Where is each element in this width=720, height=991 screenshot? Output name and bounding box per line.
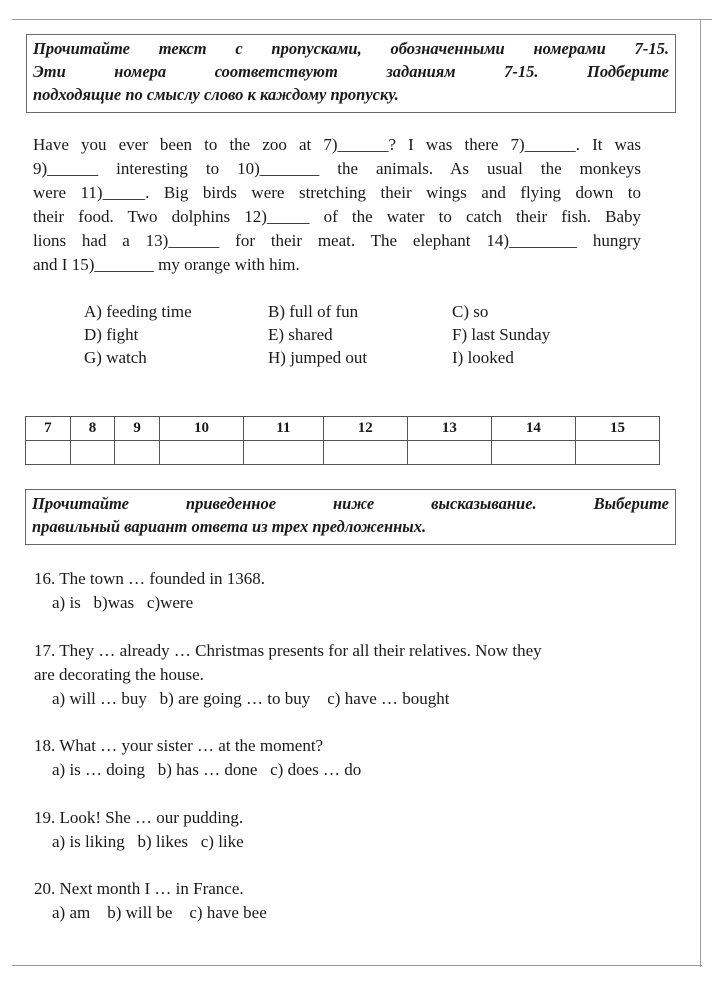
- option: H) jumped out: [268, 348, 368, 367]
- question-18: [34, 734, 654, 782]
- answer-cell[interactable]: [115, 441, 160, 465]
- passage-line: 9)______ interesting to 10)_______ the animals. As usual the monkeys: [33, 159, 641, 178]
- question-17: [34, 639, 654, 711]
- option: B) full of fun: [268, 302, 359, 321]
- answer-choices: a) am b) will be c) have bee: [52, 903, 267, 922]
- answer-table-blank-row: [26, 441, 660, 465]
- answer-choices: a) is liking b) likes c) like: [52, 832, 244, 851]
- option: C) so: [452, 302, 489, 321]
- option: F) last Sunday: [452, 325, 551, 344]
- passage-line: lions had a 13)______ for their meat. The elephant 14)________ hungry: [33, 231, 641, 250]
- passage-line: and I 15)_______ my orange with him.: [33, 255, 300, 274]
- answer-header-cell: 8: [70, 417, 115, 441]
- instruction-line: Эти номера соответствуют заданиям 7-15. Подберите: [33, 62, 669, 81]
- answer-cell[interactable]: [323, 441, 407, 465]
- instruction-box-1: [26, 34, 676, 113]
- passage-line: Have you ever been to the zoo at 7)______? I was there 7)______. It was: [33, 135, 641, 154]
- answer-cell[interactable]: [26, 441, 71, 465]
- answer-header-cell: 14: [491, 417, 575, 441]
- question-text: 19. Look! She … our pudding.: [34, 808, 244, 827]
- answer-cell[interactable]: [575, 441, 659, 465]
- answer-cell[interactable]: [70, 441, 115, 465]
- answer-choices: a) is b)was c)were: [52, 593, 194, 612]
- option: G) watch: [84, 348, 147, 367]
- page-right-edge: [700, 19, 701, 967]
- answer-header-cell: 10: [159, 417, 243, 441]
- option: I) looked: [452, 348, 514, 367]
- option: D) fight: [84, 325, 139, 344]
- answer-header-cell: 7: [26, 417, 71, 441]
- question-text: 16. The town … founded in 1368.: [34, 569, 266, 588]
- answer-header-cell: 11: [243, 417, 323, 441]
- question-16: [34, 567, 654, 615]
- instruction-line: правильный вариант ответа из трех предложенных.: [32, 517, 427, 536]
- question-text: 17. They … already … Christmas presents for all their relatives. Now they: [34, 641, 542, 660]
- question-text: 20. Next month I … in France.: [34, 879, 244, 898]
- passage-line: their food. Two dolphins 12)_____ of the water to catch their fish. Baby: [33, 207, 641, 226]
- instruction-box-2: [25, 489, 676, 545]
- option: A) feeding time: [84, 302, 192, 321]
- answer-table: [25, 416, 660, 465]
- question-19: [34, 806, 654, 854]
- cloze-passage: [33, 133, 641, 277]
- answer-header-cell: 13: [407, 417, 491, 441]
- answer-table-header-row: [26, 417, 660, 441]
- instruction-line: Прочитайте текст с пропусками, обозначенными номерами 7-15.: [33, 39, 669, 58]
- answer-cell[interactable]: [243, 441, 323, 465]
- answer-header-cell: 12: [323, 417, 407, 441]
- option: E) shared: [268, 325, 333, 344]
- question-text: are decorating the house.: [34, 665, 204, 684]
- page-top-edge: [12, 19, 712, 20]
- instruction-line: подходящие по смыслу слово к каждому пропуску.: [33, 85, 399, 104]
- instruction-line: Прочитайте приведенное ниже высказывание. Выберите: [32, 494, 669, 513]
- answer-cell[interactable]: [407, 441, 491, 465]
- answer-choices: a) is … doing b) has … done c) does … do: [52, 760, 362, 779]
- answer-choices: a) will … buy b) are going … to buy c) have … bought: [52, 689, 450, 708]
- answer-cell[interactable]: [159, 441, 243, 465]
- answer-header-cell: 15: [575, 417, 659, 441]
- page-bottom-edge: [12, 965, 702, 966]
- answer-header-cell: 9: [115, 417, 160, 441]
- answer-cell[interactable]: [491, 441, 575, 465]
- passage-line: were 11)_____. Big birds were stretching their wings and flying down to: [33, 183, 641, 202]
- question-text: 18. What … your sister … at the moment?: [34, 736, 324, 755]
- question-20: [34, 877, 654, 925]
